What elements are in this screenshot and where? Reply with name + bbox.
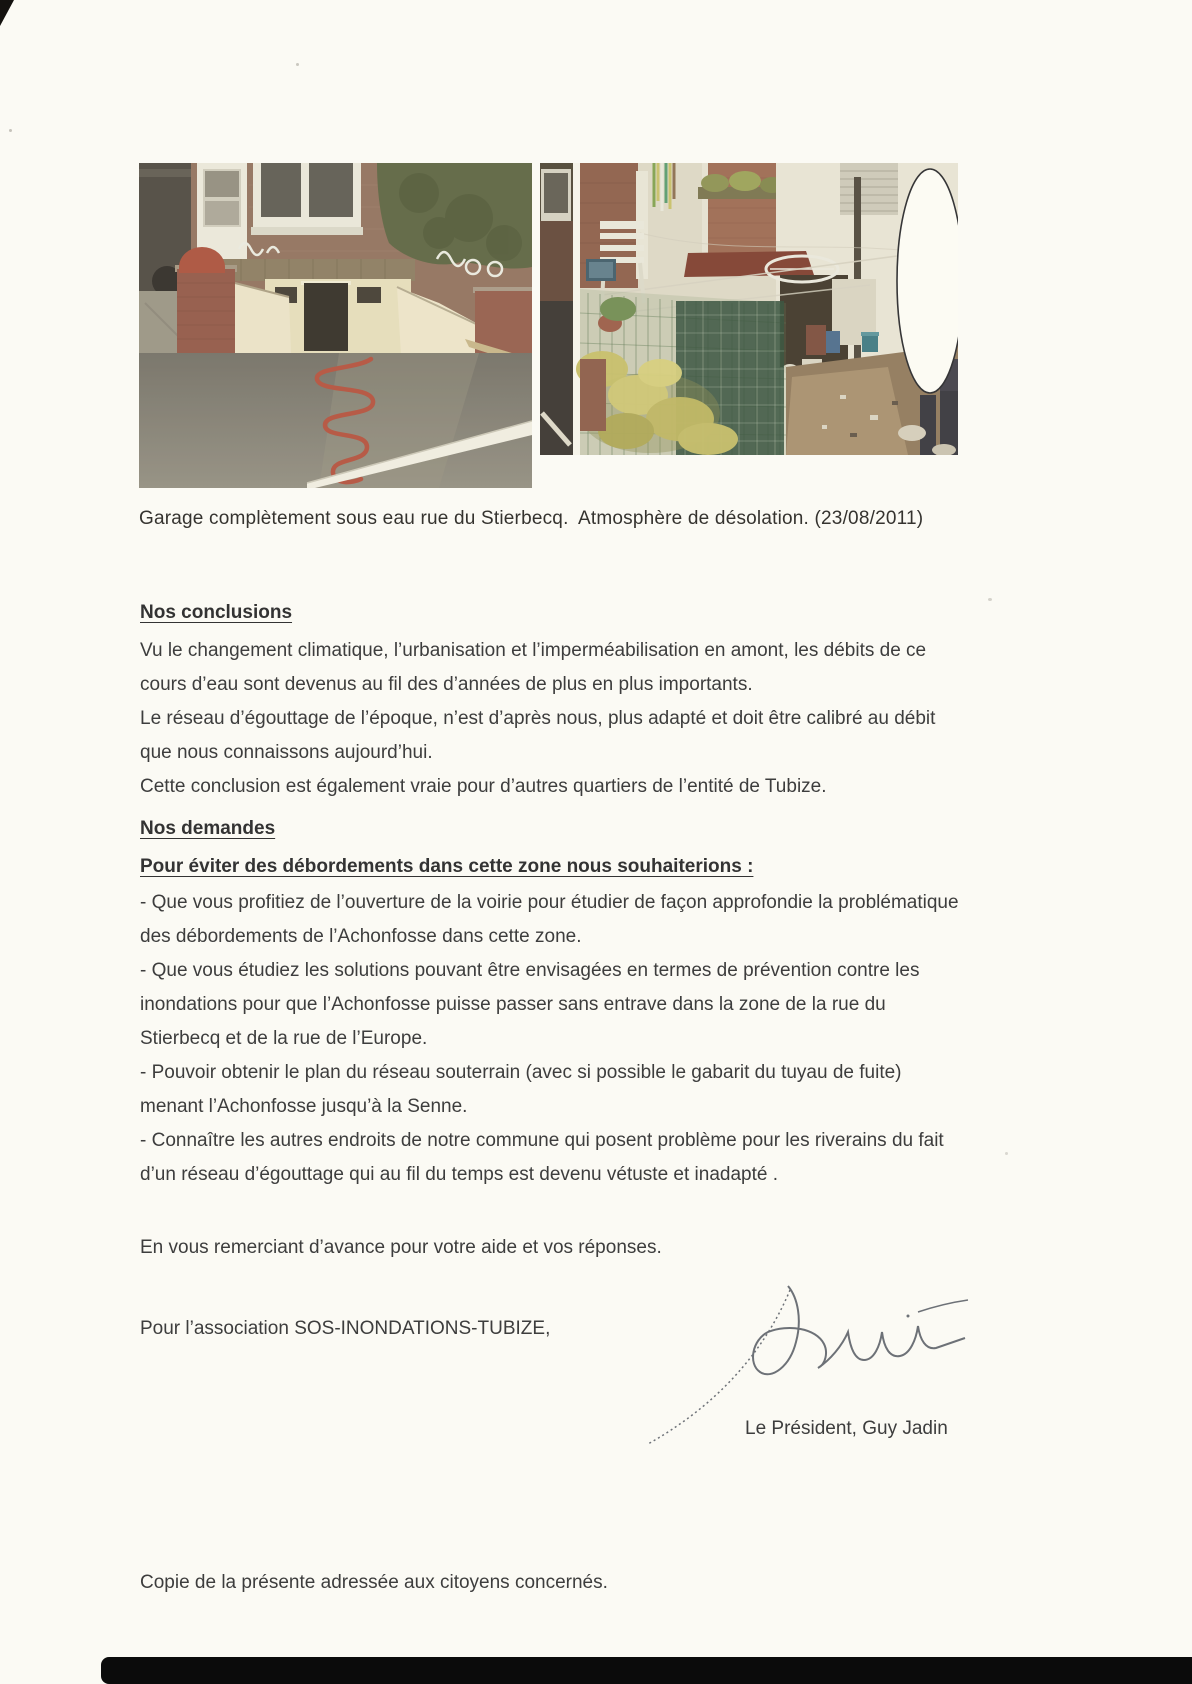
photo-flooded-garage [139,163,532,488]
demandes-subheading: Pour éviter des débordements dans cette zone nous souhaiterions : [140,856,754,877]
scan-speck [9,129,12,132]
president-line: Le Président, Guy Jadin [745,1418,948,1439]
redaction-bar [101,1657,1192,1684]
demandes-list [140,886,960,1192]
scan-speck [296,63,299,66]
conclusions-heading: Nos conclusions [140,602,293,623]
conclusions-paragraph-2: Le réseau d’égouttage de l’époque, n’est d’après nous, plus adapté et doit être calibré au débit que nous connaissons aujourd’hui. [140,708,936,763]
photo-desolation-yard [540,163,958,455]
conclusions-paragraph-3: Cette conclusion est également vraie pour d’autres quartiers de l’entité de Tubize. [140,776,827,797]
demandes-heading: Nos demandes [140,818,276,839]
photo2-caption: Atmosphère de désolation. (23/08/2011) [578,508,924,529]
conclusions-section [140,596,960,804]
demande-item: - Que vous étudiez les solutions pouvant être envisagées en termes de prévention contre les inondations pour que l’Achonfosse puisse passer sans entrave dans la zone de la rue du Stierbecq et de la rue de l’Europe. [140,960,920,1049]
copy-note-line: Copie de la présente adressée aux citoyens concernés. [140,1572,608,1593]
demandes-section [140,812,960,1192]
scan-corner-artifact [0,0,14,26]
demande-item: - Pouvoir obtenir le plan du réseau souterrain (avec si possible le gabarit du tuyau de fuite) menant l’Achonfosse jusqu’à la Senne. [140,1062,902,1117]
association-line: Pour l’association SOS-INONDATIONS-TUBIZE, [140,1318,551,1339]
flooded-garage-illustration [139,163,532,488]
desolation-yard-illustration [540,163,958,455]
photo1-caption: Garage complètement sous eau rue du Stierbecq. [139,508,569,529]
scan-speck [1005,1152,1008,1155]
demande-item: - Que vous profitiez de l’ouverture de la voirie pour étudier de façon approfondie la problématique des débordements de l’Achonfosse dans cette zone. [140,892,959,947]
conclusions-paragraph-1: Vu le changement climatique, l’urbanisation et l’imperméabilisation en amont, les débits de ce cours d’eau sont devenus au fil des d’années de plus en plus importants. [140,640,927,695]
demande-item: - Connaître les autres endroits de notre commune qui posent problème pour les riverains du fait d’un réseau d’égouttage qui au fil du temps est devenu vétuste et inadapté . [140,1130,944,1185]
scan-speck [988,598,992,601]
thanks-line: En vous remerciant d’avance pour votre aide et vos réponses. [140,1237,662,1258]
